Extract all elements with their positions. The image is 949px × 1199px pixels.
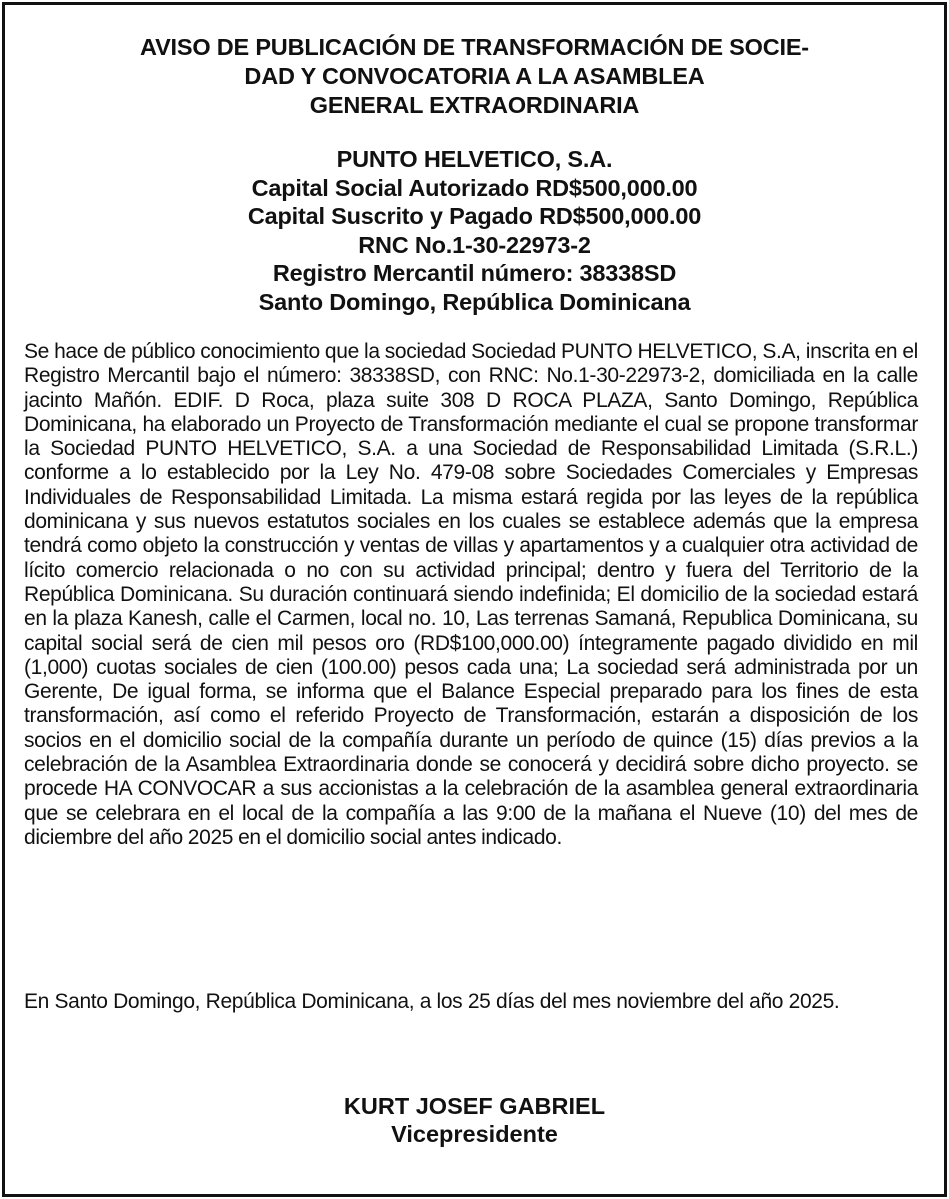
company-rnc: RNC No.1-30-22973-2	[358, 231, 591, 258]
notice-title	[20, 33, 929, 120]
signer-role: Vicepresidente	[391, 1121, 558, 1147]
signature-block	[20, 1092, 929, 1148]
company-location: Santo Domingo, República Dominicana	[258, 288, 691, 315]
signer-name: KURT JOSEF GABRIEL	[343, 1093, 606, 1119]
company-name: PUNTO HELVETICO, S.A.	[336, 146, 613, 172]
capital-paid: Capital Suscrito y Pagado RD$500,000.00	[247, 203, 702, 229]
title-line-2: DAD Y CONVOCATORIA A LA ASAMBLEA	[244, 63, 705, 89]
title-line-1: AVISO DE PUBLICACIÓN DE TRANSFORMACIÓN DE SOCIE-	[140, 34, 809, 60]
notice-closing-date: En Santo Domingo, República Dominicana, a los 25 días del mes noviembre del año 2025.	[24, 990, 840, 1013]
capital-authorized: Capital Social Autorizado RD$500,000.00	[251, 174, 698, 201]
title-line-3: GENERAL EXTRAORDINARIA	[309, 92, 640, 118]
notice-body-paragraph: Se hace de público conocimiento que la sociedad Sociedad PUNTO HELVETICO, S.A, inscrita en el Registro Mercantil bajo el número: 38338SD, con RNC: No.1-30-22973-2, domiciliada en la calle jacinto Mañón. EDIF. D Roca, plaza suite 308 D ROCA PLAZA, Santo Domingo, República Dominicana, ha elaborado un Proyecto de Transformación mediante el cual se propone transformar la Sociedad PUNTO HELVETICO, S.A. a una Sociedad de Responsabilidad Limitada (S.R.L.) conforme a lo establecido por la Ley No. 479-08 sobre Sociedades Comerciales y Empresas Individuales de Responsabilidad Limitada. La misma estará regida por las leyes de la república dominicana y sus nuevos estatutos sociales en los cuales se establece además que la empresa tendrá como objeto la construcción y ventas de villas y apartamentos y a cualquier otra actividad de lícito comercio relacionada o no con su actividad principal; dentro y fuera del Territorio de la República Dominicana. Su duración continuará siendo indefinida; El domicilio de la sociedad estará en la plaza Kanesh, calle el Carmen, local no. 10, Las terrenas Samaná, Republica Dominicana, su capital social será de cien mil pesos oro (RD$100,000.00) íntegramente pagado dividido en mil (1,000) cuotas sociales de cien (100.00) pesos cada una; La sociedad será administrada por un Gerente, De igual forma, se informa que el Balance Especial preparado para los fines de esta transformación, así como el referido Proyecto de Transformación, estarán a disposición de los socios en el domicilio social de la compañía durante un período de quince (15) días previos a la celebración de la Asamblea Extraordinaria donde se conocerá y decidirá sobre dicho proyecto. se procede HA CONVOCAR a sus accionistas a la celebración de la asamblea general extraordinaria que se celebrara en el local de la compañía a las 9:00 de la mañana el Nueve (10) del mes de diciembre del año 2025 en el domicilio social antes indicado.	[24, 340, 918, 849]
mercantile-registry: Registro Mercantil número: 38338SD	[272, 260, 677, 286]
company-info-block	[20, 145, 929, 316]
